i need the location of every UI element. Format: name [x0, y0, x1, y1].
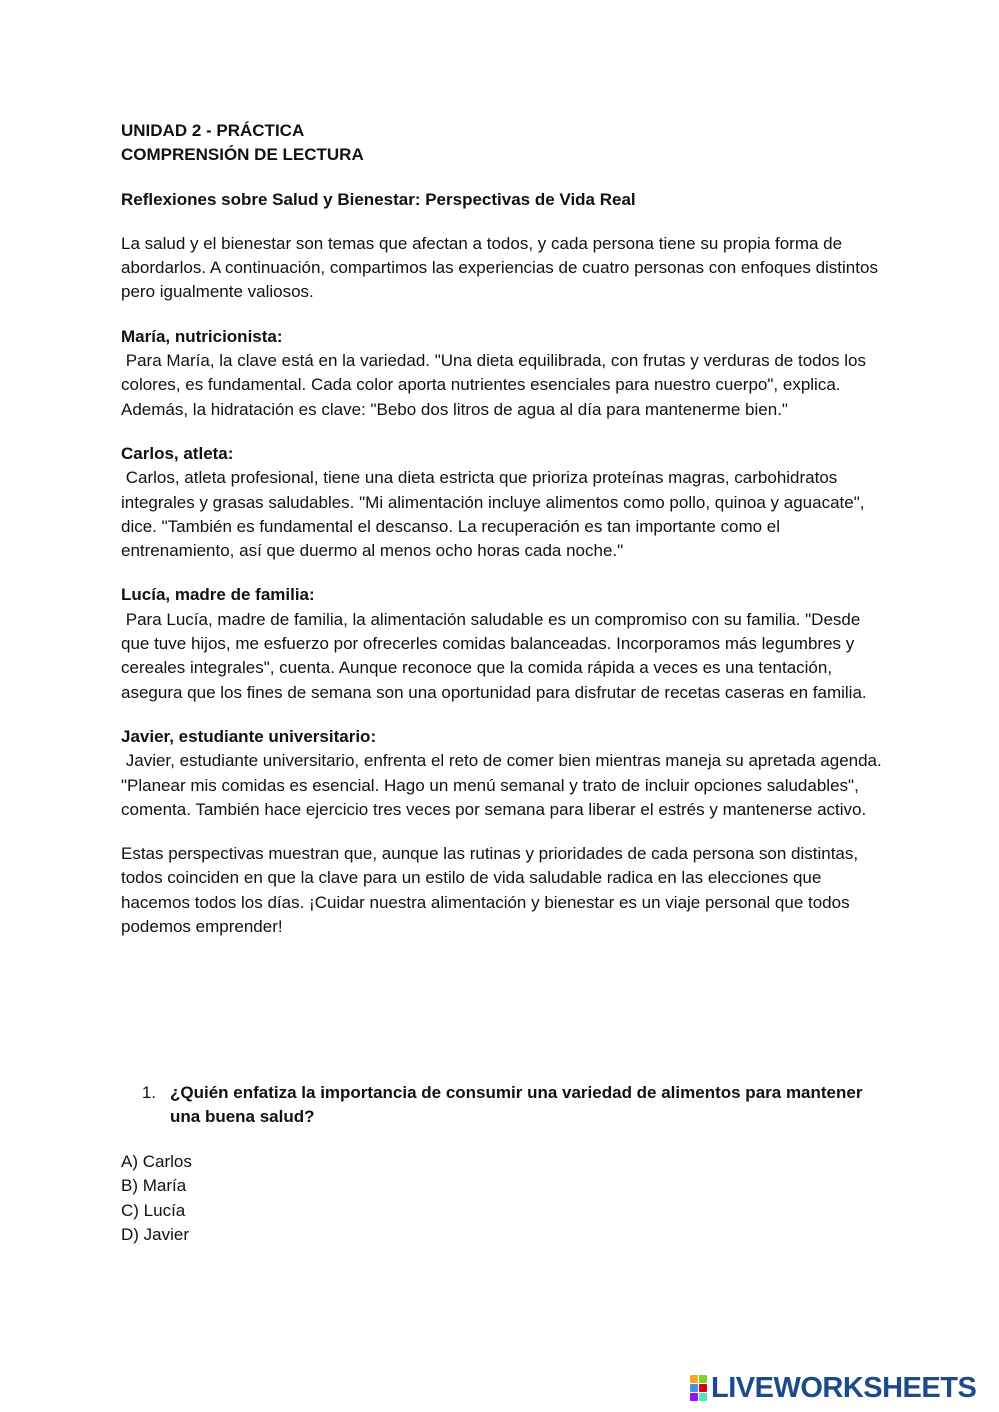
logo-square: [690, 1375, 698, 1383]
logo-icon: [690, 1375, 707, 1401]
section-body: Para María, la clave está en la variedad. "Una dieta equilibrada, con frutas y verduras de todos los colores, es fundamental. Cada color aporta nutrientes esenciales para nuestro cuerpo", explica. Además, la hidratación es clave: "Bebo dos litros de agua al día para mantenerme bien.": [121, 351, 867, 419]
liveworksheets-logo: [690, 1372, 976, 1404]
section-javier: [121, 725, 891, 822]
logo-text: LIVEWORKSHEETS: [711, 1371, 977, 1404]
section-lucia: [121, 583, 891, 704]
option-c[interactable]: C) Lucía: [121, 1200, 186, 1220]
section-body: Carlos, atleta profesional, tiene una dieta estricta que prioriza proteínas magras, carbohidratos integrales y grasas saludables. "Mi alimentación incluye alimentos como pollo, quinoa y aguacate", dice. "También es fundamental el descanso. La recuperación es tan importante como el entrenamiento, así que duermo al menos ocho horas cada noche.": [121, 468, 865, 561]
section-carlos: [121, 442, 891, 563]
article-title: Reflexiones sobre Salud y Bienestar: Perspectivas de Vida Real: [121, 189, 636, 209]
section-heading: Javier, estudiante universitario:: [121, 726, 377, 746]
article-conclusion: Estas perspectivas muestran que, aunque las rutinas y prioridades de cada persona son distintas, todos coinciden en que la clave para un estilo de vida saludable radica en las elecciones que hacemos todos los días. ¡Cuidar nuestra alimentación y bienestar es un viaje personal que todos podemos emprender!: [121, 844, 859, 937]
logo-square: [699, 1384, 707, 1392]
option-d[interactable]: D) Javier: [121, 1224, 190, 1244]
logo-square: [690, 1384, 698, 1392]
option-b[interactable]: B) María: [121, 1176, 187, 1196]
option-a[interactable]: A) Carlos: [121, 1152, 192, 1171]
question-number: 1.: [141, 1083, 156, 1102]
logo-square: [690, 1393, 698, 1401]
logo-square: [699, 1393, 707, 1401]
answer-options: [121, 1150, 192, 1247]
section-body: Para Lucía, madre de familia, la alimentación saludable es un compromiso con su familia. "Desde que tuve hijos, me esfuerzo por ofrecerles comidas balanceadas. Incorporamos más legumbres y cereales integrales", cuenta. Aunque reconoce que la comida rápida a veces es una tentación, asegura que los fines de semana son una oportunidad para disfrutar de recetas caseras en familia.: [121, 609, 867, 702]
logo-square: [699, 1375, 707, 1383]
unit-title: UNIDAD 2 - PRÁCTICA: [121, 121, 305, 140]
article-intro: La salud y el bienestar son temas que afectan a todos, y cada persona tiene su propia forma de abordarlos. A continuación, compartimos las experiencias de cuatro personas con enfoques distintos pero igualmente valiosos.: [121, 233, 878, 302]
section-body: Javier, estudiante universitario, enfrenta el reto de comer bien mientras maneja su apretada agenda. "Planear mis comidas es esencial. Hago un menú semanal y trato de incluir opciones saludables", comenta. También hace ejercicio tres veces por semana para liberar el estrés y mantenerse activo.: [121, 751, 882, 819]
question-text: ¿Quién enfatiza la importancia de consumir una variedad de alimentos para mantener una buena salud?: [170, 1083, 863, 1127]
document-body: [121, 119, 891, 939]
section-maria: [121, 325, 891, 422]
unit-subtitle: COMPRENSIÓN DE LECTURA: [121, 145, 364, 165]
section-heading: Lucía, madre de familia:: [121, 585, 315, 605]
section-heading: Carlos, atleta:: [121, 443, 234, 463]
section-heading: María, nutricionista:: [121, 326, 283, 346]
question-1: [121, 1081, 881, 1130]
